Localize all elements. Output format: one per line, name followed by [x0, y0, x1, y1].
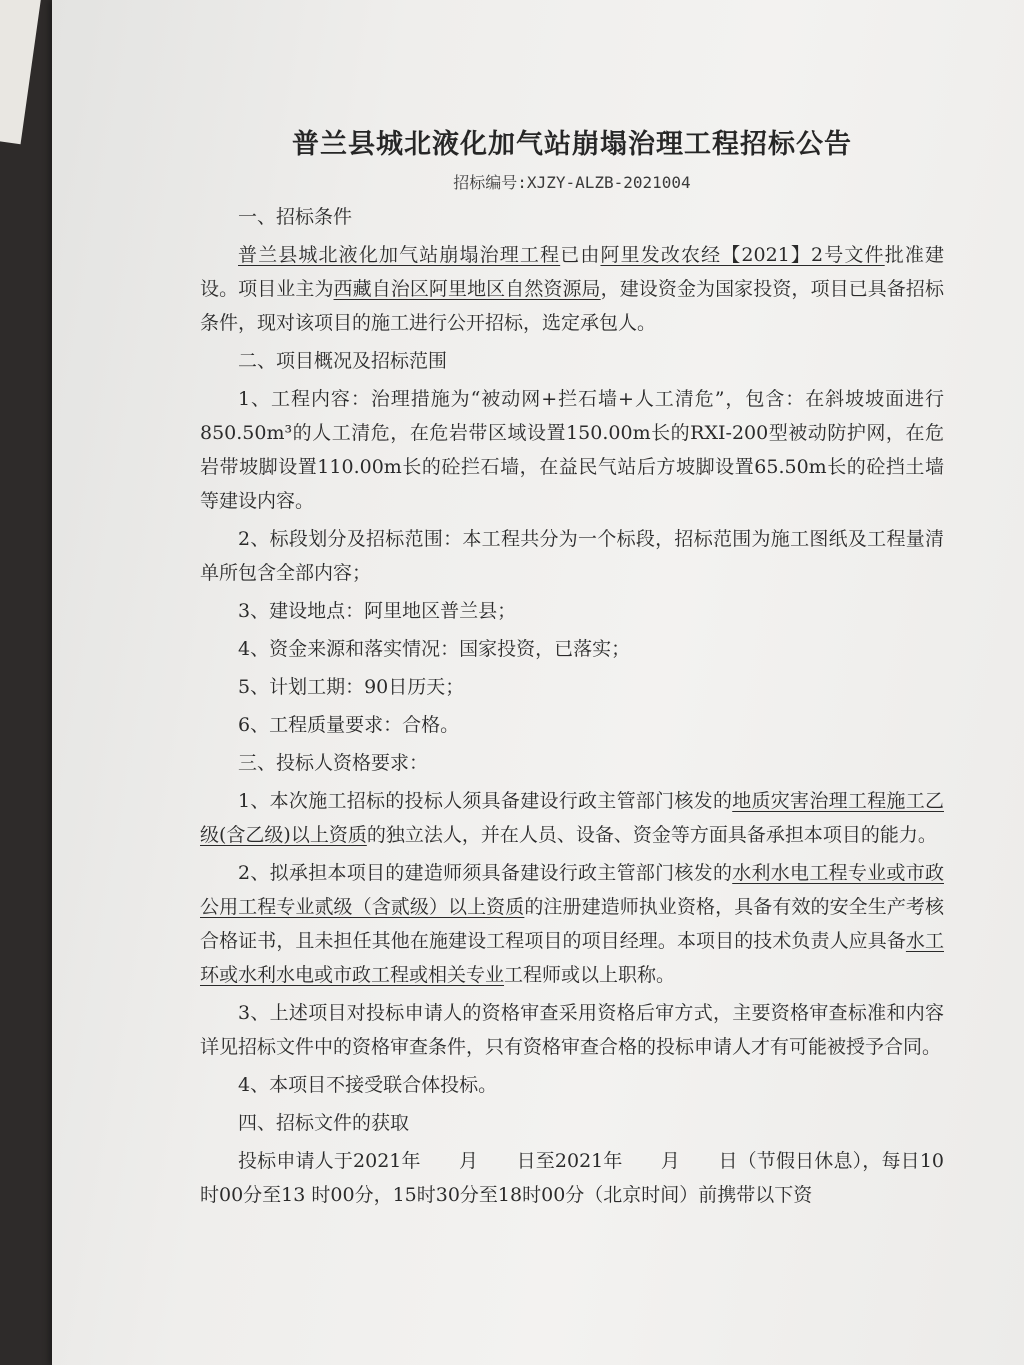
section-4-paragraph: 投标申请人于2021年 月 日至2021年 月 日（节假日休息），每日10时00分至13 时00分，15时30分至18时00分（北京时间）前携带以下资: [200, 1150, 944, 1206]
project-name: 普兰县城北液化加气站崩塌治理工程: [238, 244, 561, 266]
section-3-heading: 三、投标人资格要求：: [238, 752, 429, 774]
section-4-heading: 四、招标文件的获取: [238, 1112, 410, 1134]
required-qualification: 地质灾害治理工程施工乙级(含乙级)以上资质: [200, 790, 944, 846]
section-2-heading: 二、项目概况及招标范围: [238, 350, 448, 372]
section-2-item: 1、工程内容：治理措施为“被动网+拦石墙+人工清危”，包含：在斜坡坡面进行850.50m³的人工清危，在危岩带区域设置150.00m长的RXI-200型被动防护网，在危岩带坡脚设置110.00m长的砼拦石墙，在益民气站后方坡脚设置65.50m长的砼挡土墙等建设内容。: [200, 388, 944, 512]
section-2-item: 4、资金来源和落实情况：国家投资，已落实；: [238, 638, 631, 660]
project-owner: 西藏自治区阿里地区自然资源局: [333, 278, 601, 300]
technical-specialty: 水工环或水利水电或市政工程或相关专业: [200, 930, 944, 986]
text-fragment: 2、拟承担本项目的建造师须具备建设行政主管部门核发的: [238, 862, 733, 884]
text-fragment: 的注册建造师执业资格，具备有效的安全生产考核合格证书，且未担任其他在施建设工程项目的项目经理。本项目的技术负责人应具备: [200, 896, 944, 952]
section-2-item: 2、标段划分及招标范围：本工程共分为一个标段，招标范围为施工图纸及工程量清单所包含全部内容；: [200, 528, 944, 584]
text-fragment: 1、本次施工招标的投标人须具备建设行政主管部门核发的: [238, 790, 733, 812]
text-fragment: 批准建设。项目业主为: [200, 244, 944, 300]
section-2-item: 5、计划工期：90日历天；: [238, 676, 465, 698]
text-fragment: 已由: [560, 244, 601, 266]
document-title: 普兰县城北液化加气站崩塌治理工程招标公告: [292, 129, 852, 160]
section-2-item: 3、建设地点：阿里地区普兰县；: [238, 600, 517, 622]
tender-code: 招标编号:XJZY-ALZB-2021004: [453, 173, 691, 192]
section-3-item-2: [200, 856, 944, 992]
builder-qualification: 水利水电工程专业或市政公用工程专业贰级（含贰级）以上资质: [200, 862, 944, 918]
text-fragment: 的独立法人，并在人员、设备、资金等方面具备承担本项目的能力。: [366, 824, 937, 846]
text-fragment: 工程师或以上职称。: [504, 964, 676, 986]
section-1-paragraph: [200, 238, 944, 340]
section-3-item-4: 4、本项目不接受联合体投标。: [238, 1074, 498, 1096]
text-fragment: ，建设资金为国家投资，项目已具备招标条件，现对该项目的施工进行公开招标，选定承包人。: [200, 278, 944, 334]
document-page: [52, 0, 1024, 1365]
section-1-heading: 一、招标条件: [238, 206, 353, 228]
section-3-item-3: 3、上述项目对投标申请人的资格审查采用资格后审方式，主要资格审查标准和内容详见招标文件中的资格审查条件，只有资格审查合格的投标申请人才有可能被授予合同。: [200, 1002, 944, 1058]
section-3-item-1: [200, 784, 944, 852]
notice-body: [200, 126, 944, 1216]
section-2-item: 6、工程质量要求：合格。: [238, 714, 460, 736]
approval-document: 阿里发改农经【2021】2号文件: [600, 244, 885, 266]
adjacent-page-edge: [0, 0, 43, 144]
